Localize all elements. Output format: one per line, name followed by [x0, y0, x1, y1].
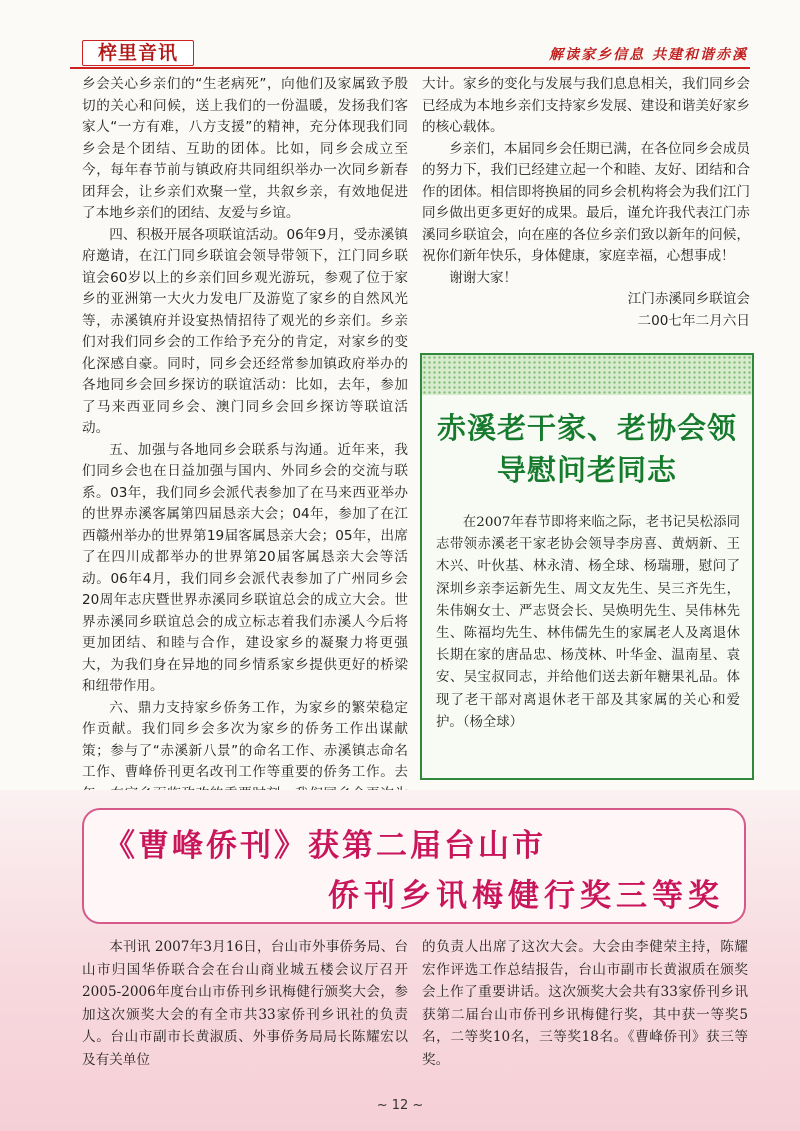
right-paragraph: 乡亲们，本届同乡会任期已满，在各位同乡会成员的努力下，我们已经建立起一个和睦、友好、团结和合作的团体。相信即将换届的同乡会机构将会为我们江门同乡做出更多更好的成果。最后，谨允许我代表江门赤溪同乡联谊会，向在座的各位乡亲们致以新年的问候，祝你们新年快乐，身体健康，家庭幸福，心想事成！ — [422, 140, 750, 264]
right-paragraph: 大计。家乡的变化与发展与我们息息相关，我们同乡会已经成为本地乡亲们支持家乡发展、建设和谐美好家乡的核心载体。 — [422, 76, 750, 135]
left-paragraph: 六、鼎力支持家乡侨务工作，为家乡的繁荣稳定作贡献。我们同乡会多次为家乡的侨务工作出谋献策；参与了“赤溪新八景”的命名工作、赤溪镇志命名工作、曹峰侨刊更名改刊工作等重要的侨务工作。去 — [82, 699, 408, 780]
award-text-left: 本刊讯 2007年3月16日，台山市外事侨务局、台山市归国华侨联合会在台山商业城五楼会议厅召开2005-2006年度台山市侨刊乡讯梅健行颁奖大会，参加这次颁奖大会的有全市共33家侨刊乡讯社的负责人。台山市副市长黄淑质、外事侨务局局长陈耀宏以及有关单位 — [82, 939, 408, 1068]
news-box-body: 在2007年春节即将来临之际，老书记吴松添同志带领赤溪老干家老协会领导李房喜、黄炳新、王木兴、叶伙基、林永清、杨全球、杨瑞珊，慰问了深圳乡亲李运新先生、周文友先生、吴三齐先生，朱伟娴女士、严志贤会长、吴焕明先生、吴伟林先生、陈福均先生、林伟儒先生的家属老人及离退休长期在家的唐品忠、杨茂林、叶华金、温南星、袁安、吴宝叔同志，并给他们送去新年糖果礼品。体现了老干部对离退休老干部及其家属的关心和爱护。（杨全球） — [436, 515, 740, 730]
award-heading-frame — [82, 808, 746, 924]
news-box-green — [420, 353, 754, 780]
news-box-title: 赤溪老干家、老协会领导慰问老同志 — [436, 411, 737, 487]
left-column — [82, 74, 408, 827]
header-rule — [70, 67, 750, 69]
signature-date: 二00七年二月六日 — [637, 312, 750, 329]
right-paragraph: 谢谢大家！ — [449, 269, 518, 286]
award-text-right: 的负责人出席了这次大会。大会由李健荣主持，陈耀宏作评选工作总结报告，台山市副市长黄淑质在颁奖会上作了重要讲话。这次颁奖大会共有33家侨刊乡讯获第二届台山市侨刊乡讯梅健行奖，其中获一等奖5名，二等奖10名，三等奖18名。《曹峰侨刊》获三等奖。 — [422, 939, 748, 1068]
dotted-band — [422, 355, 752, 395]
left-paragraph: 乡会关心乡亲们的“生老病死”，向他们及家属致予殷切的关心和问候，送上我们的一份温暖，发扬我们客家人“一方有难，八方支援”的精神，充分体现我们同乡会是个团结、互助的团体。比如，同乡会成立至今，每年春节前与镇政府共同组织举办一次同乡新春团拜会，让乡亲们欢聚一堂，共叙乡亲，有效地促进了本地乡亲们的团结、友爱与乡谊。 — [82, 76, 408, 221]
right-column — [422, 74, 750, 332]
header-motto: 解读家乡信息 共建和谐赤溪 — [549, 47, 748, 63]
left-paragraph: 五、加强与各地同乡会联系与沟通。近年来，我们同乡会也在日益加强与国内、外同乡会的交流与联系。03年，我们同乡会派代表参加了在马来西亚举办的世界赤溪客属第四届恳亲大会；04年，参加了在江西赣州举办的世界第19届客属恳亲大会；05年，出席了在四川成都举办的世界第20届客属恳亲大会等活动。06年4月，我们同乡会派代表参加了广州同乡会20周年志庆暨世界赤溪同乡联谊总会的成立大会。世界赤溪同乡联谊总会的成立标志着我们赤溪人今后将更加团结、和睦与合作，建设家乡的凝聚力将更强大，为我们身在异地的同乡情系家乡提供更好的桥梁和纽带作用。 — [82, 441, 408, 694]
award-title-line1: 《曹峰侨刊》获第二届台山市 — [104, 828, 546, 864]
page-number: ~ 12 ~ — [376, 1098, 424, 1113]
masthead-title: 梓里音讯 — [82, 40, 194, 66]
left-paragraph: 四、积极开展各项联谊活动。06年9月，受赤溪镇府邀请，在江门同乡联谊会领导带领下，江门同乡联谊会60岁以上的乡亲们回乡观光游玩，参观了位于家乡的亚洲第一大火力发电厂及游览了家乡的自然风光等，赤溪镇府并设宴热情招待了观光的乡亲们。乡亲们对我们同乡会的工作给予充分的肯定，对家乡的变化深感自豪。同时，同乡会还经常参加镇政府举办的各地同乡会回乡探访的联谊活动：比如，去年，参加了马来西亚同乡会、澳门同乡会回乡探访等联谊活动。 — [82, 226, 408, 436]
signature-org: 江门赤溪同乡联谊会 — [627, 291, 750, 307]
award-title-line2: 侨刊乡讯梅健行奖三等奖 — [328, 878, 724, 914]
